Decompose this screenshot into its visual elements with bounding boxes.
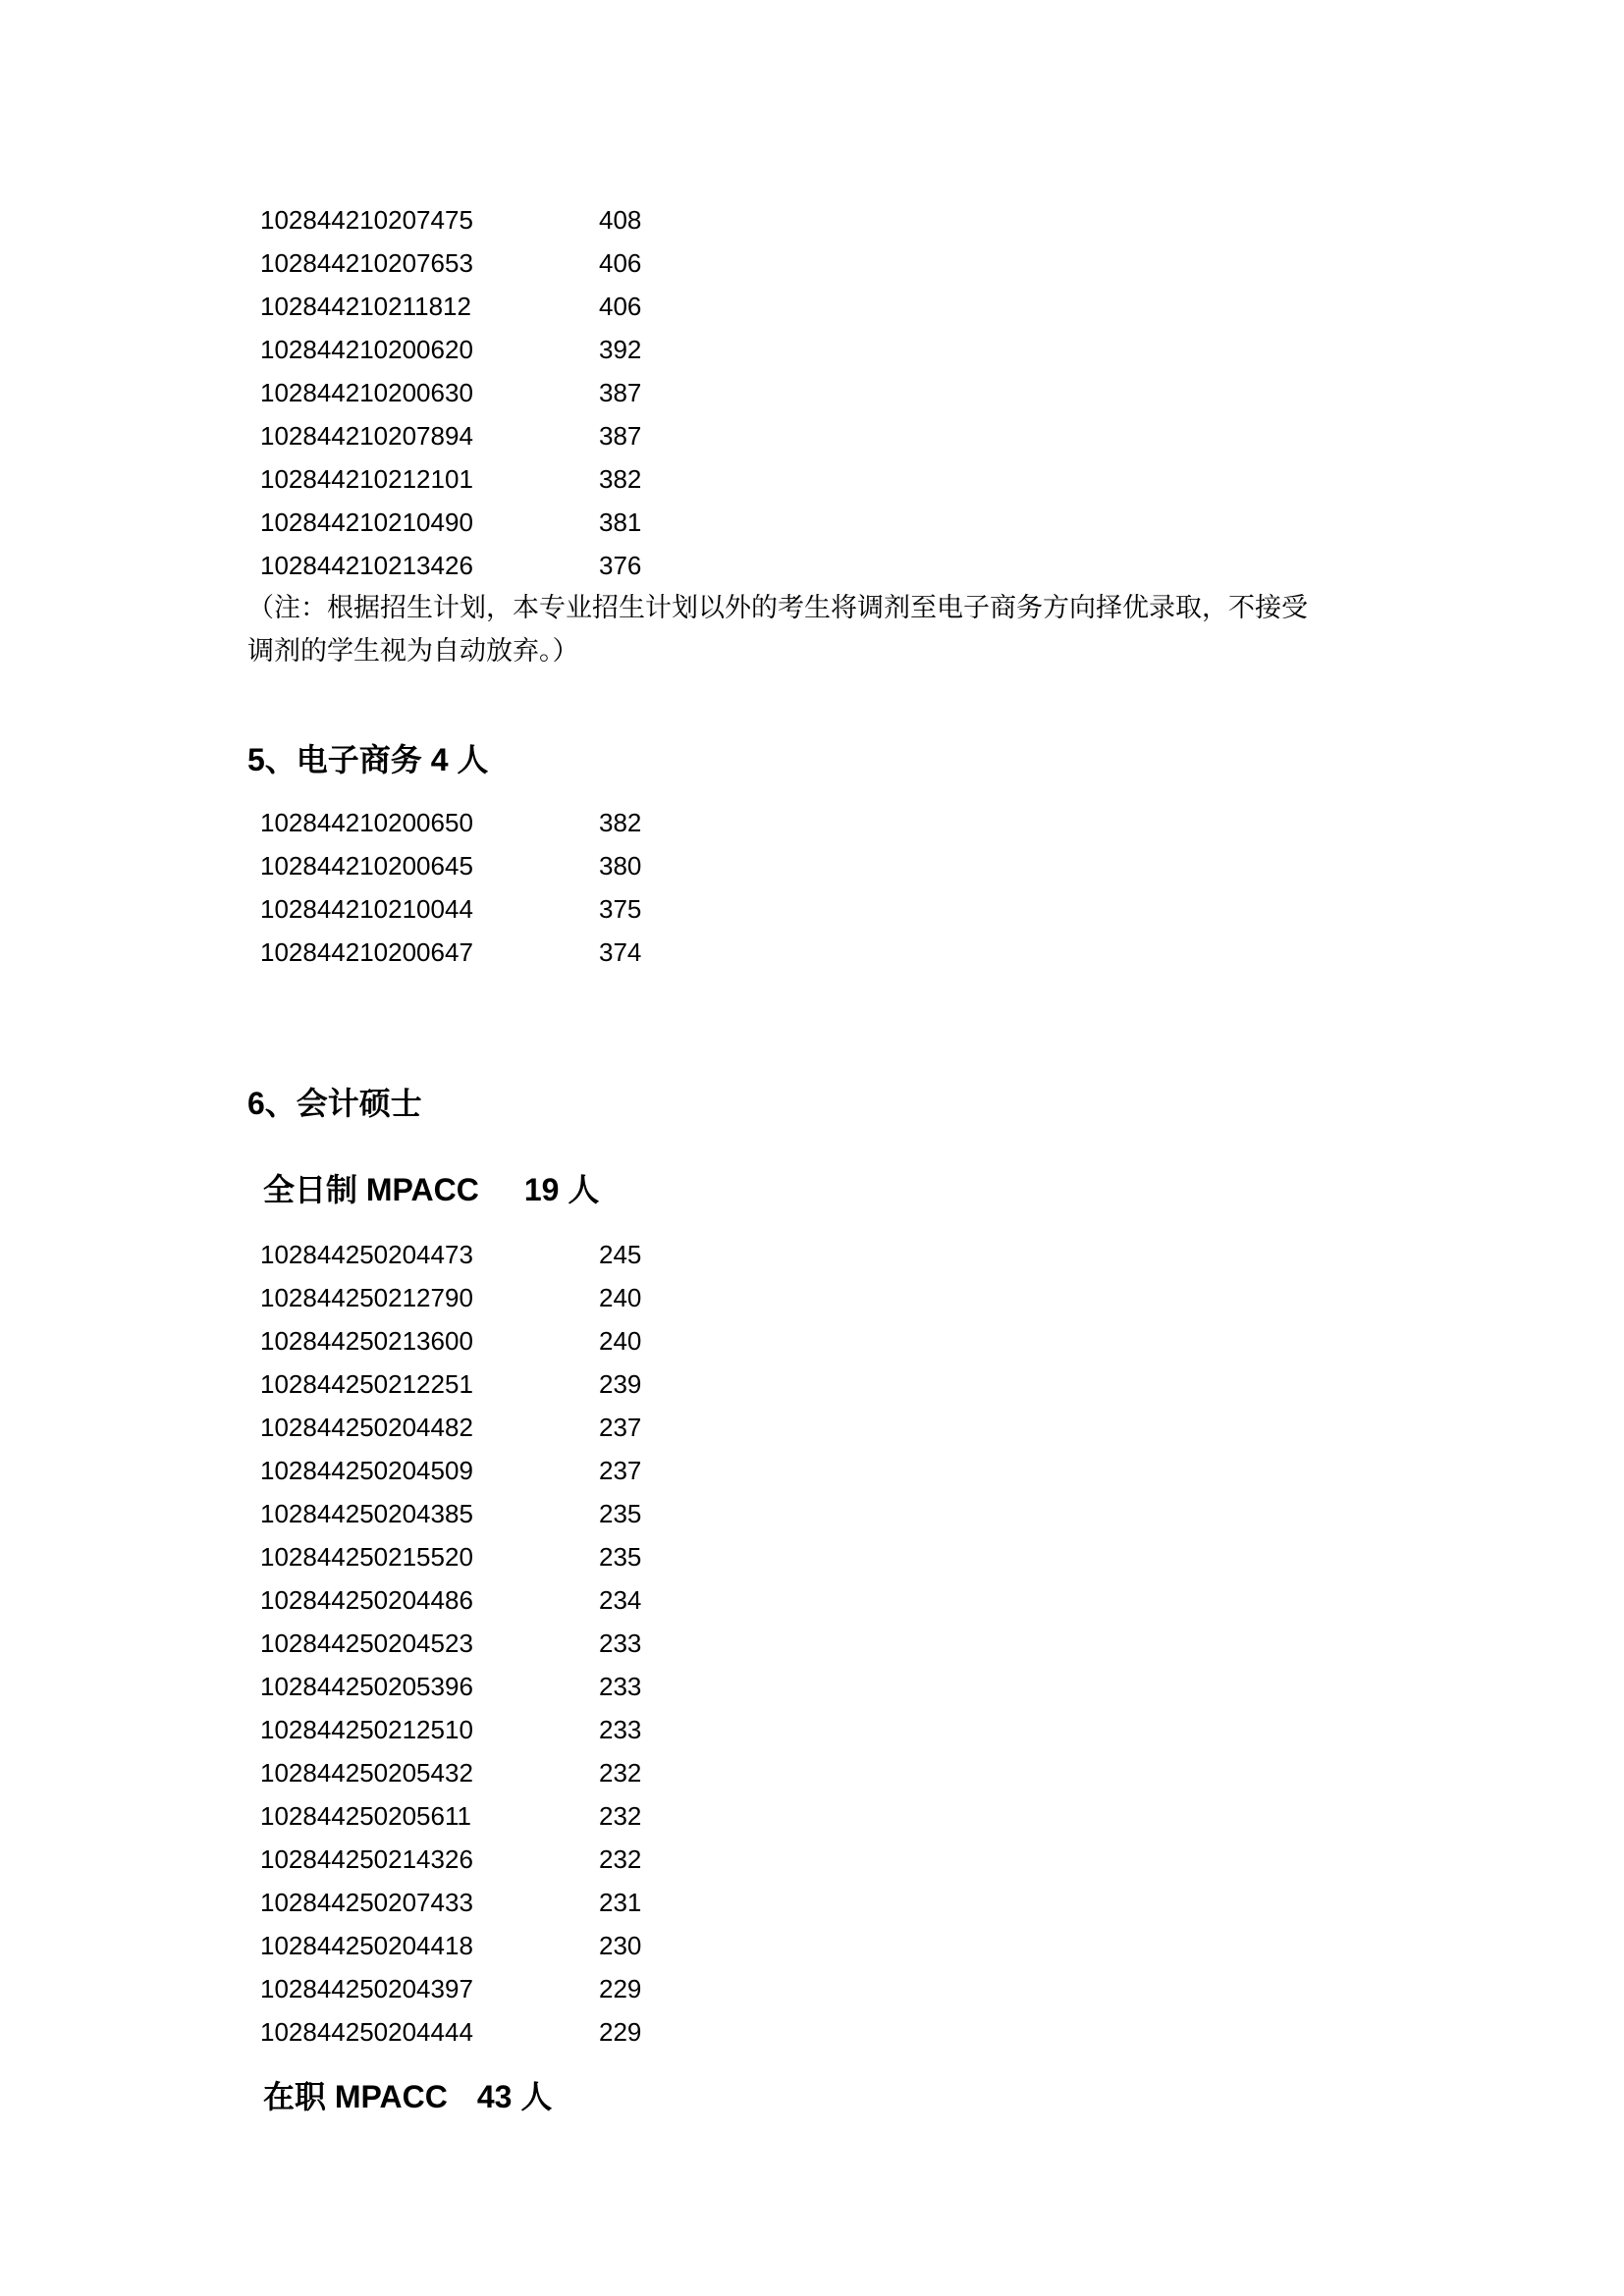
list-item bbox=[260, 2010, 641, 2054]
candidate-id: 102844250204444 bbox=[260, 2017, 473, 2047]
subsection-count: 43 人 bbox=[476, 2079, 553, 2114]
candidate-score: 245 bbox=[599, 1240, 642, 1269]
list-item bbox=[260, 328, 641, 371]
candidate-score: 229 bbox=[599, 2017, 642, 2047]
subsection-count: 19 人 bbox=[523, 1172, 600, 1207]
list-item bbox=[260, 887, 641, 931]
list-item bbox=[260, 1233, 641, 1276]
candidate-score: 387 bbox=[599, 421, 642, 451]
candidate-id: 102844250204509 bbox=[260, 1456, 473, 1485]
candidate-id: 102844250204385 bbox=[260, 1499, 473, 1528]
list-item bbox=[260, 1967, 641, 2010]
candidate-id: 102844250205611 bbox=[260, 1801, 471, 1831]
list-item bbox=[260, 1319, 641, 1362]
candidate-id: 102844250212251 bbox=[260, 1369, 473, 1399]
list-item bbox=[260, 1794, 641, 1838]
section-heading: 5、电子商务 4 人 bbox=[247, 742, 489, 777]
candidate-id: 102844250205396 bbox=[260, 1672, 473, 1701]
candidate-id: 102844210207894 bbox=[260, 421, 473, 451]
list-item bbox=[260, 1881, 641, 1924]
subsection-heading bbox=[263, 2075, 552, 2118]
candidate-score: 232 bbox=[599, 1801, 642, 1831]
candidate-id: 102844210212101 bbox=[260, 464, 473, 494]
list-item bbox=[260, 1492, 641, 1535]
list-item bbox=[260, 241, 641, 285]
candidate-score: 235 bbox=[599, 1542, 642, 1572]
candidate-score: 237 bbox=[599, 1456, 642, 1485]
candidate-score: 235 bbox=[599, 1499, 642, 1528]
candidate-id: 102844210210044 bbox=[260, 894, 473, 924]
list-item bbox=[260, 1449, 641, 1492]
list-item bbox=[260, 457, 641, 501]
candidate-score: 406 bbox=[599, 292, 642, 321]
candidate-score: 240 bbox=[599, 1283, 642, 1312]
candidate-score: 406 bbox=[599, 248, 642, 278]
candidate-id: 102844250207433 bbox=[260, 1888, 473, 1917]
candidate-score: 234 bbox=[599, 1585, 642, 1615]
candidate-score: 233 bbox=[599, 1715, 642, 1744]
candidate-score: 233 bbox=[599, 1629, 642, 1658]
candidate-score: 230 bbox=[599, 1931, 642, 1960]
candidate-id: 102844210213426 bbox=[260, 551, 473, 580]
candidate-id: 102844210200645 bbox=[260, 851, 473, 881]
list-item bbox=[260, 414, 641, 457]
candidate-id: 102844210200647 bbox=[260, 937, 473, 967]
list-item bbox=[260, 371, 641, 414]
candidate-score: 374 bbox=[599, 937, 642, 967]
candidate-score: 232 bbox=[599, 1844, 642, 1874]
note-line: （注：根据招生计划，本专业招生计划以外的考生将调剂至电子商务方向择优录取，不接受 bbox=[247, 593, 1308, 623]
list-item bbox=[260, 1362, 641, 1406]
candidate-score: 392 bbox=[599, 335, 642, 364]
list-item bbox=[260, 544, 641, 587]
list-item bbox=[260, 931, 641, 974]
candidate-id: 102844250212510 bbox=[260, 1715, 473, 1744]
candidate-score: 239 bbox=[599, 1369, 642, 1399]
candidate-score: 231 bbox=[599, 1888, 642, 1917]
list-item bbox=[260, 198, 641, 241]
candidate-score: 382 bbox=[599, 808, 642, 837]
list-item bbox=[260, 1838, 641, 1881]
candidate-score: 232 bbox=[599, 1758, 642, 1788]
subsection-heading bbox=[263, 1168, 599, 1211]
candidate-id: 102844250204397 bbox=[260, 1974, 473, 2003]
candidate-id: 102844250204482 bbox=[260, 1413, 473, 1442]
candidate-score: 380 bbox=[599, 851, 642, 881]
candidate-score: 237 bbox=[599, 1413, 642, 1442]
list-item bbox=[260, 1622, 641, 1665]
candidate-id: 102844250204473 bbox=[260, 1240, 473, 1269]
list-item bbox=[260, 501, 641, 544]
candidate-score: 229 bbox=[599, 1974, 642, 2003]
list-item bbox=[260, 801, 641, 844]
candidate-score: 233 bbox=[599, 1672, 642, 1701]
list-item bbox=[260, 1276, 641, 1319]
list-item bbox=[260, 285, 641, 328]
candidate-id: 102844250214326 bbox=[260, 1844, 473, 1874]
candidate-score: 240 bbox=[599, 1326, 642, 1356]
subsection-label: 在职 MPACC bbox=[263, 2079, 448, 2114]
note-line: 调剂的学生视为自动放弃。） bbox=[247, 636, 579, 667]
candidate-score: 408 bbox=[599, 205, 642, 235]
list-item bbox=[260, 1578, 641, 1622]
candidate-id: 102844210200650 bbox=[260, 808, 473, 837]
list-item bbox=[260, 1751, 641, 1794]
candidate-score: 376 bbox=[599, 551, 642, 580]
list-item bbox=[260, 1665, 641, 1708]
list-item bbox=[260, 1924, 641, 1967]
section-heading: 6、会计硕士 bbox=[247, 1086, 422, 1121]
candidate-id: 102844210207475 bbox=[260, 205, 473, 235]
list-item bbox=[260, 1708, 641, 1751]
candidate-score: 382 bbox=[599, 464, 642, 494]
candidate-id: 102844250204523 bbox=[260, 1629, 473, 1658]
candidate-id: 102844250204418 bbox=[260, 1931, 473, 1960]
candidate-id: 102844250212790 bbox=[260, 1283, 473, 1312]
candidate-score: 381 bbox=[599, 507, 642, 537]
list-item bbox=[260, 1535, 641, 1578]
candidate-id: 102844210200630 bbox=[260, 378, 473, 407]
candidate-id: 102844250215520 bbox=[260, 1542, 473, 1572]
candidate-score: 387 bbox=[599, 378, 642, 407]
candidate-id: 102844210200620 bbox=[260, 335, 473, 364]
candidate-id: 102844210210490 bbox=[260, 507, 473, 537]
candidate-id: 102844210211812 bbox=[260, 292, 471, 321]
candidate-id: 102844250213600 bbox=[260, 1326, 473, 1356]
candidate-id: 102844250204486 bbox=[260, 1585, 473, 1615]
candidate-id: 102844250205432 bbox=[260, 1758, 473, 1788]
candidate-id: 102844210207653 bbox=[260, 248, 473, 278]
subsection-label: 全日制 MPACC bbox=[263, 1172, 479, 1207]
list-item bbox=[260, 844, 641, 887]
candidate-score: 375 bbox=[599, 894, 642, 924]
list-item bbox=[260, 1406, 641, 1449]
